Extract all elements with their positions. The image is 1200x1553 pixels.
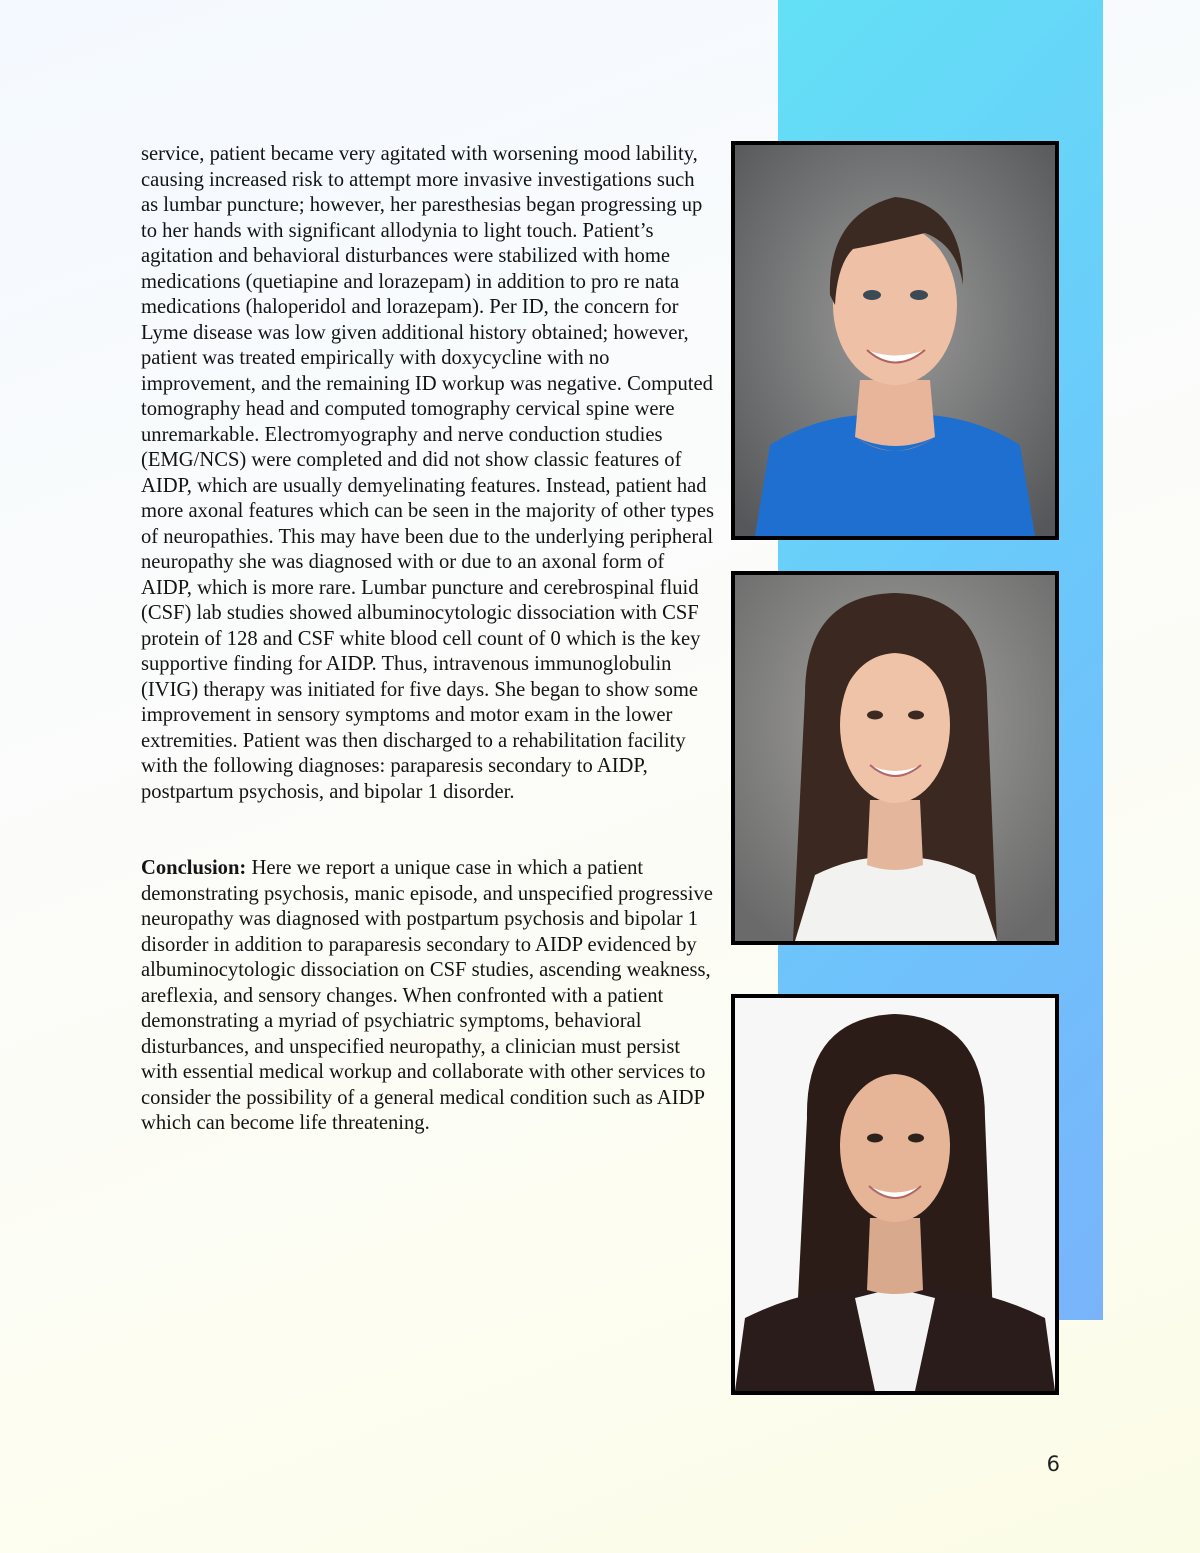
conclusion-text: Here we report a unique case in which a patient demonstrating psychosis, manic episode, and unspecified progressive neuropathy was diagnosed with postpartum psychosis and bipolar 1 disorder in addition to paraparesis secondary to AIDP evidenced by albuminocytologic dissociation on CSF studies, ascending weakness, areflexia, and sensory changes. When confronted with a patient demonstrating a myriad of psychiatric symptoms, behavioral disturbances, and unspecified neuropathy, a clinician must persist with essential medical workup and collaborate with other services to consider the possibility of a general medical condition such as AIDP which can become life threatening. <box>141 857 713 1134</box>
article-body <box>141 142 716 1137</box>
author-photo-3 <box>731 994 1059 1395</box>
conclusion-paragraph <box>141 856 716 1137</box>
case-paragraph: service, patient became very agitated with worsening mood lability, causing increased risk to attempt more invasive investigations such as lumbar puncture; however, her paresthesias began progressing up to her hands with significant allodynia to light touch. Patient’s agitation and behavioral disturbances were stabilized with home medications (quetiapine and lorazepam) in addition to pro re nata medications (haloperidol and lorazepam). Per ID, the concern for Lyme disease was low given additional history obtained; however, patient was treated empirically with doxycycline with no improvement, and the remaining ID workup was negative. Computed tomography head and computed tomography cervical spine were unremarkable. Electromyography and nerve conduction studies (EMG/NCS) were completed and did not show classic features of AIDP, which are usually demyelinating features. Instead, patient had more axonal features which can be seen in the majority of other types of neuropathies. This may have been due to the underlying peripheral neuropathy she was diagnosed with or due to an axonal form of AIDP, which is more rare. Lumbar puncture and cerebrospinal fluid (CSF) lab studies showed albuminocytologic dissociation with CSF protein of 128 and CSF white blood cell count of 0 which is the key supportive finding for AIDP. Thus, intravenous immunoglobulin (IVIG) therapy was initiated for five days. She began to show some improvement in sensory symptoms and motor exam in the lower extremities. Patient was then discharged to a rehabilitation facility with the following diagnoses: paraparesis secondary to AIDP, postpartum psychosis, and bipolar 1 disorder. <box>141 143 714 803</box>
author-photo-2 <box>731 571 1059 945</box>
author-photo-1 <box>731 141 1059 540</box>
conclusion-label: Conclusion: <box>141 857 247 879</box>
page-number: 6 <box>1046 1452 1060 1476</box>
